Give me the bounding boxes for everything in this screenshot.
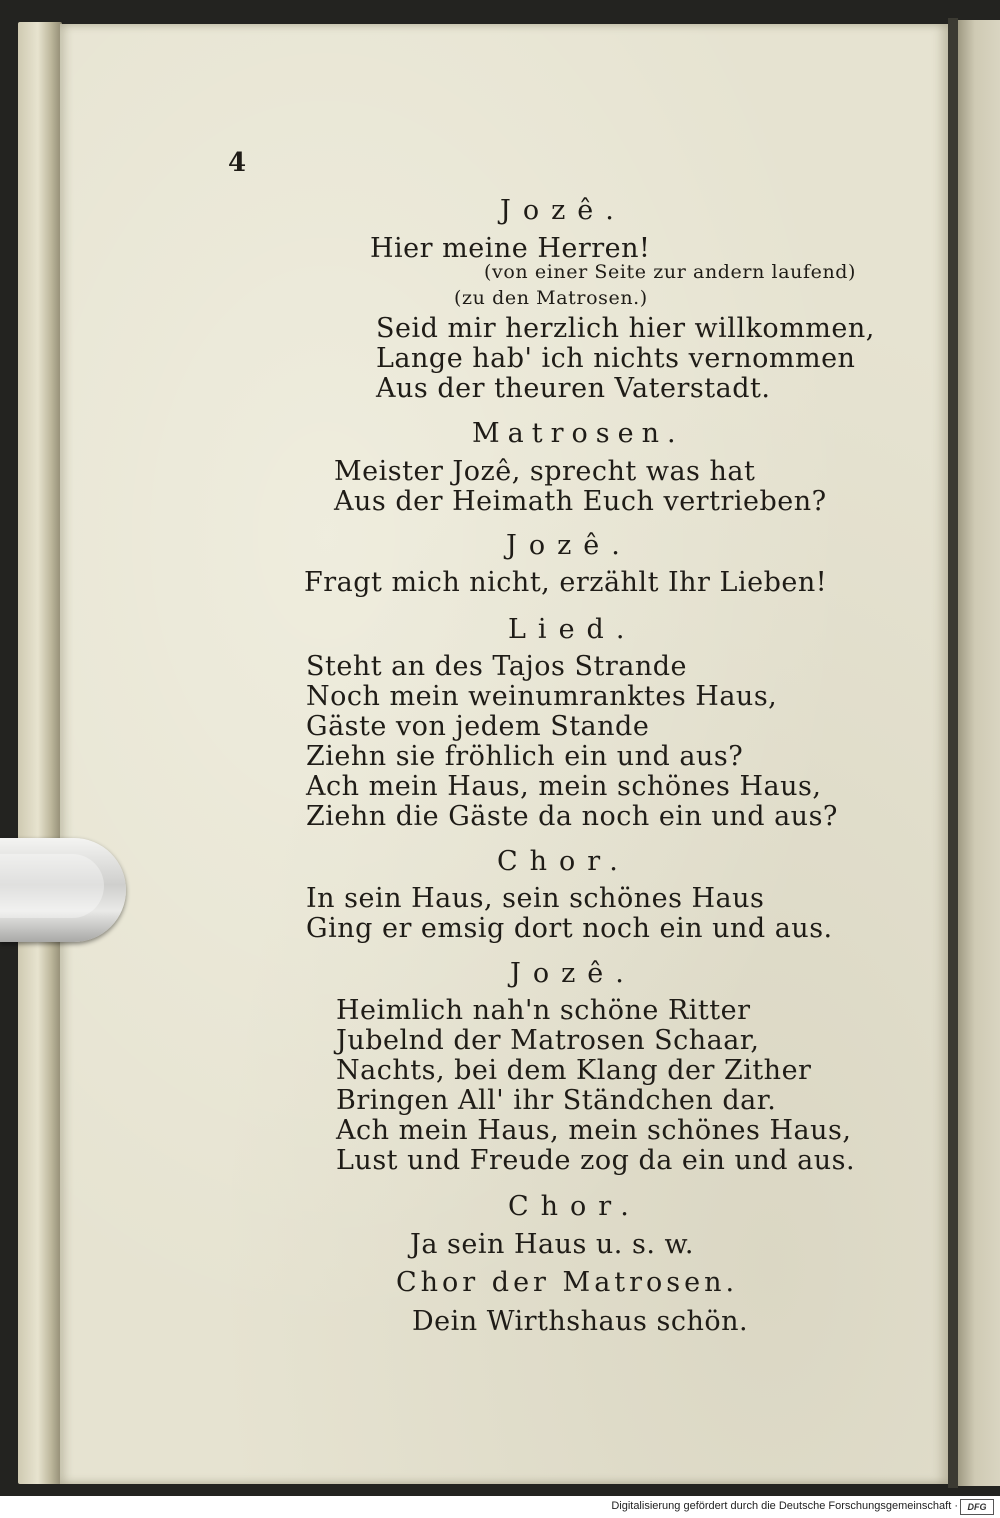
funding-credit: Digitalisierung gefördert durch die Deutsche Forschungsgemeinschaft ·: [611, 1500, 958, 1512]
verse-line: Fragt mich nicht, erzählt Ihr Lieben!: [304, 567, 828, 598]
verse-line: Ja sein Haus u. s. w.: [410, 1229, 694, 1260]
verse-line: Gäste von jedem Stande: [306, 711, 650, 742]
song-heading: Lied.: [508, 614, 637, 645]
stage-direction: (zu den Matrosen.): [454, 287, 648, 309]
speaker-heading: Jozê.: [506, 530, 632, 561]
speaker-heading: Chor.: [508, 1191, 641, 1222]
verse-line: Dein Wirthshaus schön.: [412, 1306, 749, 1337]
speaker-heading: Matrosen.: [472, 418, 684, 449]
page-clip: [0, 838, 126, 942]
verse-line: In sein Haus, sein schönes Haus: [306, 883, 765, 914]
verse-line: Ach mein Haus, mein schönes Haus,: [336, 1115, 852, 1146]
speaker-heading: Chor.: [497, 846, 630, 877]
next-page-edge: [958, 20, 1000, 1486]
previous-page-edge: [18, 22, 62, 1484]
speaker-heading: Chor der Matrosen.: [396, 1267, 739, 1298]
verse-line: Jubelnd der Matrosen Schaar,: [336, 1025, 760, 1056]
verse-line: Meister Jozê, sprecht was hat: [334, 456, 756, 487]
verse-line: Ach mein Haus, mein schönes Haus,: [306, 771, 822, 802]
verse-line: Lust und Freude zog da ein und aus.: [336, 1145, 856, 1176]
verse-line: Aus der Heimath Euch vertrieben?: [334, 486, 827, 517]
verse-line: Steht an des Tajos Strande: [306, 651, 687, 682]
book-gutter: [948, 18, 958, 1488]
dfg-logo: DFG: [960, 1499, 994, 1515]
verse-line: Lange hab' ich nichts vernommen: [376, 343, 856, 374]
verse-line: Aus der theuren Vaterstadt.: [376, 373, 771, 404]
speaker-heading: Jozê.: [510, 958, 636, 989]
page-number: 4: [228, 148, 247, 178]
verse-line: Ziehn sie fröhlich ein und aus?: [306, 741, 744, 772]
verse-line: Ging er emsig dort noch ein und aus.: [306, 913, 833, 944]
speaker-heading: Jozê.: [500, 195, 626, 226]
verse-line: Bringen All' ihr Ständchen dar.: [336, 1085, 777, 1116]
stage-direction: (von einer Seite zur andern laufend): [484, 261, 857, 283]
verse-line: Seid mir herzlich hier willkommen,: [376, 313, 875, 344]
verse-line: Ziehn die Gäste da noch ein und aus?: [306, 801, 838, 832]
verse-line: Hier meine Herren!: [370, 233, 651, 264]
verse-line: Heimlich nah'n schöne Ritter: [336, 995, 751, 1026]
verse-line: Noch mein weinumranktes Haus,: [306, 681, 778, 712]
verse-line: Nachts, bei dem Klang der Zither: [336, 1055, 812, 1086]
